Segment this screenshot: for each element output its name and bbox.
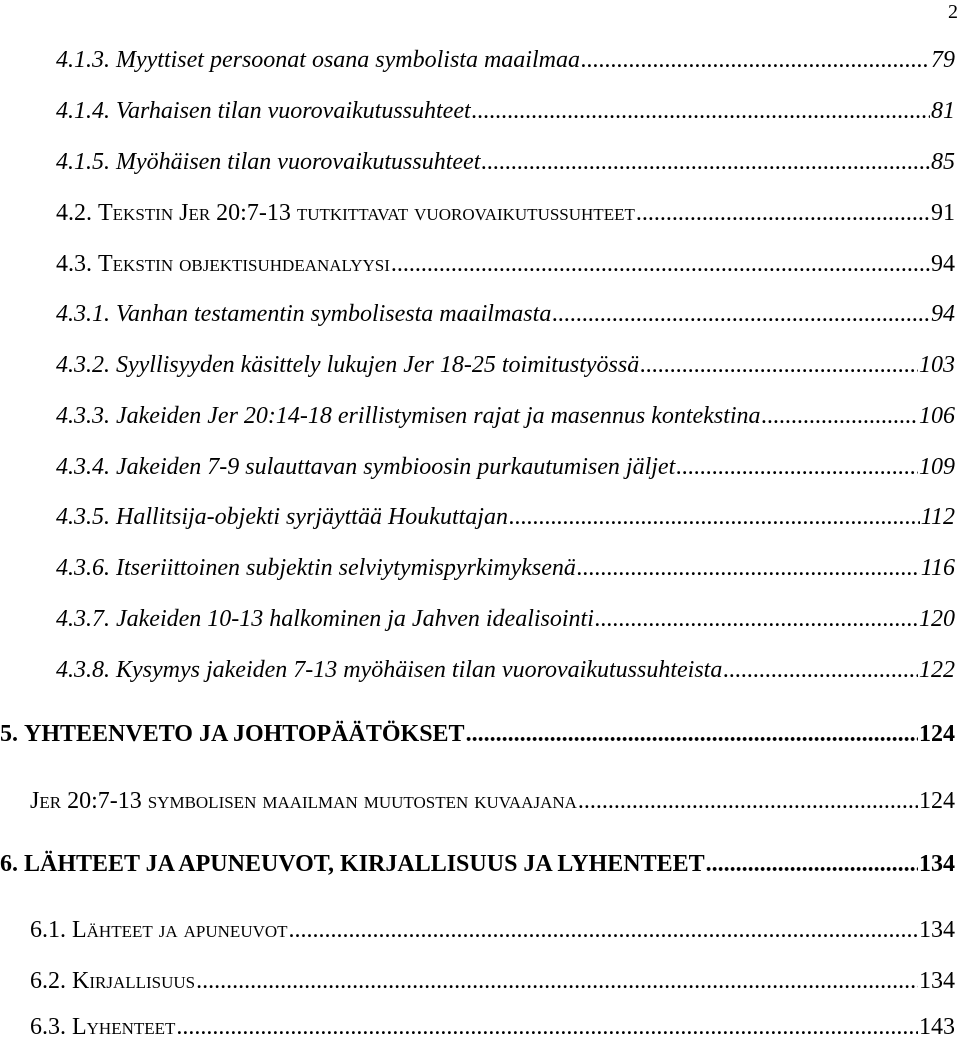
toc-leader [640, 350, 918, 380]
toc-number: 4.3.4. [56, 454, 116, 480]
toc-leader [581, 45, 930, 75]
toc-number: 4.3. [56, 251, 98, 277]
toc-number: 4.1.4. [56, 98, 116, 124]
toc-entry-4-3-3[interactable] [56, 401, 955, 431]
toc-entry-4-3[interactable] [56, 249, 955, 279]
toc-leader [676, 452, 918, 482]
toc-entry-6-2[interactable] [30, 966, 955, 996]
toc-number: 4.2. [56, 200, 98, 226]
toc-entry-4-1-5[interactable] [56, 147, 955, 177]
toc-leader [636, 198, 930, 228]
toc-title: Itseriittoinen subjektin selviytymispyrkimyksenä [116, 555, 576, 581]
toc-number: 4.3.8. [56, 657, 116, 683]
page-number: 2 [948, 1, 958, 23]
toc-entry-6[interactable] [0, 849, 955, 879]
toc-title: Myyttiset persoonat osana symbolista maailmaa [116, 47, 580, 73]
toc-title: Varhaisen tilan vuorovaikutussuhteet [116, 98, 471, 124]
toc-number: 6.1. [30, 917, 72, 943]
toc-number: 4.1.5. [56, 149, 116, 175]
toc-entry-6-3[interactable] [30, 1012, 955, 1042]
toc-title: Hallitsija-objekti syrjäyttää Houkuttajan [116, 504, 508, 530]
toc-leader [552, 299, 930, 329]
toc-leader [578, 786, 918, 816]
toc-title: Jakeiden Jer 20:14-18 erillistymisen rajat ja masennus kontekstina [116, 403, 761, 429]
toc-title: Jakeiden 7-9 sulauttavan symbioosin purkautumisen jäljet [116, 454, 676, 480]
toc-leader [466, 719, 918, 749]
toc-title: Kirjallisuus [72, 968, 196, 994]
toc-number: 6.2. [30, 968, 72, 994]
toc-leader [176, 1012, 918, 1042]
toc-leader [723, 655, 918, 685]
toc-leader [481, 147, 930, 177]
toc-leader [706, 849, 918, 879]
toc-entry-4-3-7[interactable] [56, 604, 955, 634]
toc-leader [509, 502, 920, 532]
toc-page: 106 [919, 403, 955, 429]
toc-number: 4.3.7. [56, 606, 116, 632]
toc-number: 4.3.5. [56, 504, 116, 530]
toc-entry-4-1-4[interactable] [56, 96, 955, 126]
toc-entry-6-1[interactable] [30, 915, 955, 945]
toc-page: 143 [919, 1014, 955, 1040]
toc-number: 6. [0, 851, 24, 877]
toc-number: 6.3. [30, 1014, 72, 1040]
toc-entry-4-3-1[interactable] [56, 299, 955, 329]
toc-title: Lyhenteet [72, 1014, 176, 1040]
toc-number: 4.1.3. [56, 47, 116, 73]
toc-leader [595, 604, 918, 634]
toc-page: 134 [919, 968, 955, 994]
toc-leader [289, 915, 918, 945]
toc-page: 124 [919, 721, 955, 747]
toc-page: 103 [919, 352, 955, 378]
toc-title: Jer 20:7-13 symbolisen maailman muutosten kuvaajana [30, 788, 577, 814]
toc-title: Myöhäisen tilan vuorovaikutussuhteet [116, 149, 481, 175]
toc-page: 134 [919, 851, 955, 877]
toc-title: YHTEENVETO JA JOHTOPÄÄTÖKSET [24, 721, 465, 747]
toc-number: 4.3.1. [56, 301, 116, 327]
toc-entry-4-1-3[interactable] [56, 45, 955, 75]
toc-title: Jakeiden 10-13 halkominen ja Jahven idealisointi [116, 606, 594, 632]
toc-leader [391, 249, 930, 279]
toc-title: Tekstin Jer 20:7-13 tutkittavat vuorovaikutussuhteet [98, 200, 635, 226]
toc-entry-4-3-4[interactable] [56, 452, 955, 482]
toc-title: Vanhan testamentin symbolisesta maailmasta [116, 301, 552, 327]
toc-page: 81 [931, 98, 955, 124]
toc-number: 4.3.3. [56, 403, 116, 429]
toc-leader [762, 401, 918, 431]
toc-title: Tekstin objektisuhdeanalyysi [98, 251, 390, 277]
toc-page: 94 [931, 251, 955, 277]
toc-number: 4.3.2. [56, 352, 116, 378]
toc-leader [196, 966, 918, 996]
toc-entry-5-sub[interactable] [30, 786, 955, 816]
toc-page: 94 [931, 301, 955, 327]
toc-title: LÄHTEET JA APUNEUVOT, KIRJALLISUUS JA LYHENTEET [24, 851, 705, 877]
toc-entry-5[interactable] [0, 719, 955, 749]
toc-page: 109 [919, 454, 955, 480]
toc-entry-4-3-2[interactable] [56, 350, 955, 380]
toc-title: Lähteet ja apuneuvot [72, 917, 288, 943]
toc-number: 5. [0, 721, 24, 747]
toc-leader [472, 96, 930, 126]
toc-entry-4-3-8[interactable] [56, 655, 955, 685]
toc-page: 116 [920, 555, 955, 581]
toc-entry-4-2[interactable] [56, 198, 955, 228]
toc-page: 91 [931, 200, 955, 226]
toc-page: 112 [920, 504, 955, 530]
toc-page: 134 [919, 917, 955, 943]
toc-page: 79 [931, 47, 955, 73]
toc-page: 124 [919, 788, 955, 814]
toc-entry-4-3-6[interactable] [56, 553, 955, 583]
toc-page: 85 [931, 149, 955, 175]
toc-page: 122 [919, 657, 955, 683]
toc-number: 4.3.6. [56, 555, 116, 581]
toc-entry-4-3-5[interactable] [56, 502, 955, 532]
toc-title: Kysymys jakeiden 7-13 myöhäisen tilan vuorovaikutussuhteista [116, 657, 723, 683]
toc-leader [577, 553, 920, 583]
toc-page: 120 [919, 606, 955, 632]
toc-title: Syyllisyyden käsittely lukujen Jer 18-25 toimitustyössä [116, 352, 640, 378]
